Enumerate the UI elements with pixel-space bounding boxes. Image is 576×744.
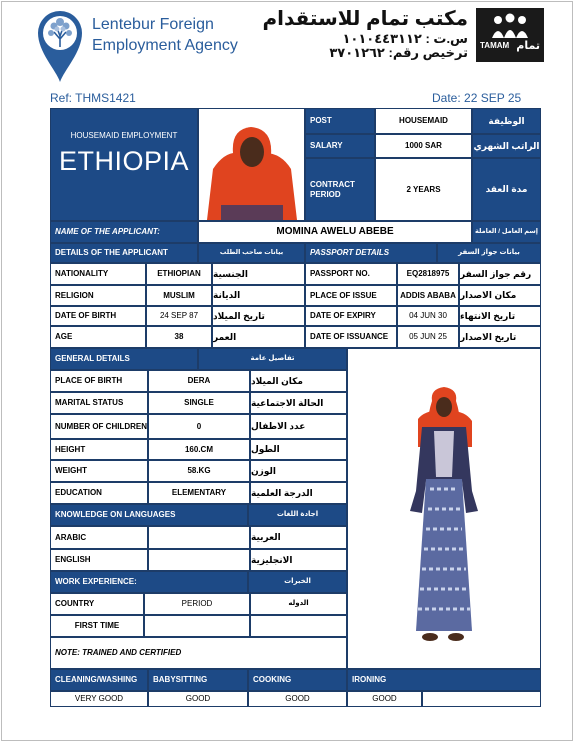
arabic-office-name: مكتب تمام للاستقدام [262, 8, 468, 30]
height-value: 160.CM [148, 439, 250, 460]
nationality-arabic: الجنسية [212, 263, 305, 285]
nationality-label: NATIONALITY [50, 263, 146, 285]
work-experience-header-arabic: الخبرات [248, 571, 347, 593]
age-value: 38 [146, 326, 212, 348]
skill-cooking-value: GOOD [248, 691, 347, 707]
document-date: Date: 22 SEP 25 [432, 91, 522, 105]
skill-cooking-label: COOKING [248, 669, 347, 691]
english-language-value [148, 549, 250, 571]
work-country-arabic: الدوله [250, 593, 347, 615]
weight-value: 58.KG [148, 460, 250, 482]
lentebur-logo [34, 6, 86, 84]
first-time-label: FIRST TIME [50, 615, 144, 637]
first-time-country [250, 615, 347, 637]
reference-number: Ref: THMS1421 [50, 91, 136, 105]
education-arabic: الدرجة العلمية [250, 482, 347, 504]
place-of-birth-arabic: مكان الميلاد [250, 370, 347, 392]
post-label: POST [305, 108, 375, 134]
details-header-arabic: بيانات صاحب الطلب [198, 243, 305, 263]
taman-logo-text: TAMAM [480, 41, 510, 50]
country-banner [50, 108, 198, 221]
age-arabic: العمر [212, 326, 305, 348]
number-of-children-label: NUMBER OF CHILDREN [50, 414, 148, 439]
arabic-license: ترخيص رقم: ٣٧٠١٢٦٢ [329, 45, 468, 60]
date-of-issuance-arabic: تاريخ الاصدار [459, 326, 541, 348]
weight-arabic: الوزن [250, 460, 347, 482]
contract-value: 2 YEARS [375, 158, 472, 221]
date-of-issuance-label: DATE OF ISSUANCE [305, 326, 397, 348]
marital-status-value: SINGLE [148, 392, 250, 414]
contract-arabic: مدة العقد [472, 158, 541, 221]
skill-ironing-label: IRONING [347, 669, 541, 691]
place-of-issue-label: PLACE OF ISSUE [305, 285, 397, 306]
arabic-language-label: ARABIC [50, 526, 148, 549]
religion-value: MUSLIM [146, 285, 212, 306]
passport-no-value: EQ2818975 [397, 263, 459, 285]
applicant-name-label: NAME OF THE APPLICANT: [50, 221, 198, 243]
country-title: ETHIOPIA [58, 146, 190, 177]
details-header: DETAILS OF THE APPLICANT [50, 243, 198, 263]
number-of-children-value: 0 [148, 414, 250, 439]
skill-babysitting-value: GOOD [148, 691, 248, 707]
marital-status-label: MARITAL STATUS [50, 392, 148, 414]
date-of-expiry-arabic: تاريخ الانتهاء [459, 306, 541, 326]
work-period-label: PERIOD [144, 593, 250, 615]
education-value: ELEMENTARY [148, 482, 250, 504]
skill-babysitting-label: BABYSITTING [148, 669, 248, 691]
place-of-issue-arabic: مكان الاصدار [459, 285, 541, 306]
marital-status-arabic: الحالة الاجتماعية [250, 392, 347, 414]
date-of-expiry-label: DATE OF EXPIRY [305, 306, 397, 326]
work-experience-header: WORK EXPERIENCE: [50, 571, 248, 593]
nationality-value: ETHIOPIAN [146, 263, 212, 285]
applicant-full-body-photo [347, 348, 541, 669]
general-details-header: GENERAL DETAILS [50, 348, 198, 370]
first-time-period [144, 615, 250, 637]
date-of-issuance-value: 05 JUN 25 [397, 326, 459, 348]
date-of-birth-label: DATE OF BIRTH [50, 306, 146, 326]
passport-no-label: PASSPORT NO. [305, 263, 397, 285]
languages-header: KNOWLEDGE ON LANGUAGES [50, 504, 248, 526]
date-of-expiry-value: 04 JUN 30 [397, 306, 459, 326]
arabic-cr: س.ت : ١٠١٠٤٤٣١١٢ [342, 31, 468, 46]
agency-name [92, 14, 238, 56]
skill-ironing-value: GOOD [347, 691, 422, 707]
passport-no-arabic: رقم جواز السفر [459, 263, 541, 285]
post-arabic: الوظيفة [472, 108, 541, 134]
salary-label: SALARY [305, 134, 375, 158]
taman-logo [476, 8, 544, 62]
date-of-birth-value: 24 SEP 87 [146, 306, 212, 326]
height-label: HEIGHT [50, 439, 148, 460]
height-arabic: الطول [250, 439, 347, 460]
employment-title: HOUSEMAID EMPLOYMENT [70, 131, 178, 140]
agency-name-line2: Employment Agency [92, 37, 238, 54]
note-text: NOTE: TRAINED AND CERTIFIED [50, 637, 347, 669]
contract-label: CONTRACT PERIOD [305, 158, 375, 221]
age-label: AGE [50, 326, 146, 348]
arabic-language-value [148, 526, 250, 549]
agency-name-line1: Lentebur Foreign [92, 16, 214, 33]
applicant-portrait-photo [198, 108, 305, 221]
applicant-name-value: MOMINA AWELU ABEBE [198, 221, 472, 243]
date-of-birth-arabic: تاريخ الميلاد [212, 306, 305, 326]
salary-value: 1000 SAR [375, 134, 472, 158]
english-language-arabic: الانجليزية [250, 549, 347, 571]
skill-cleaning-value: VERY GOOD [50, 691, 148, 707]
number-of-children-arabic: عدد الاطفال [250, 414, 347, 439]
skill-cleaning-label: CLEANING/WASHING [50, 669, 148, 691]
religion-arabic: الديانة [212, 285, 305, 306]
passport-header-arabic: بيانات جواز السفر [437, 243, 541, 263]
weight-label: WEIGHT [50, 460, 148, 482]
place-of-birth-value: DERA [148, 370, 250, 392]
salary-arabic: الراتب الشهري [472, 134, 541, 158]
work-country-label: COUNTRY [50, 593, 144, 615]
taman-logo-ar: تمام [516, 40, 540, 52]
place-of-birth-label: PLACE OF BIRTH [50, 370, 148, 392]
place-of-issue-value: ADDIS ABABA [397, 285, 459, 306]
arabic-language-arabic: العربية [250, 526, 347, 549]
post-value: HOUSEMAID [375, 108, 472, 134]
religion-label: RELIGION [50, 285, 146, 306]
applicant-name-arabic: إسم العامل / العاملة [472, 221, 541, 243]
passport-header: PASSPORT DETAILS [305, 243, 437, 263]
general-details-header-arabic: تفاصيل عامة [198, 348, 347, 370]
education-label: EDUCATION [50, 482, 148, 504]
languages-header-arabic: اجادة اللغات [248, 504, 347, 526]
english-language-label: ENGLISH [50, 549, 148, 571]
skill-empty-cell [422, 691, 541, 707]
